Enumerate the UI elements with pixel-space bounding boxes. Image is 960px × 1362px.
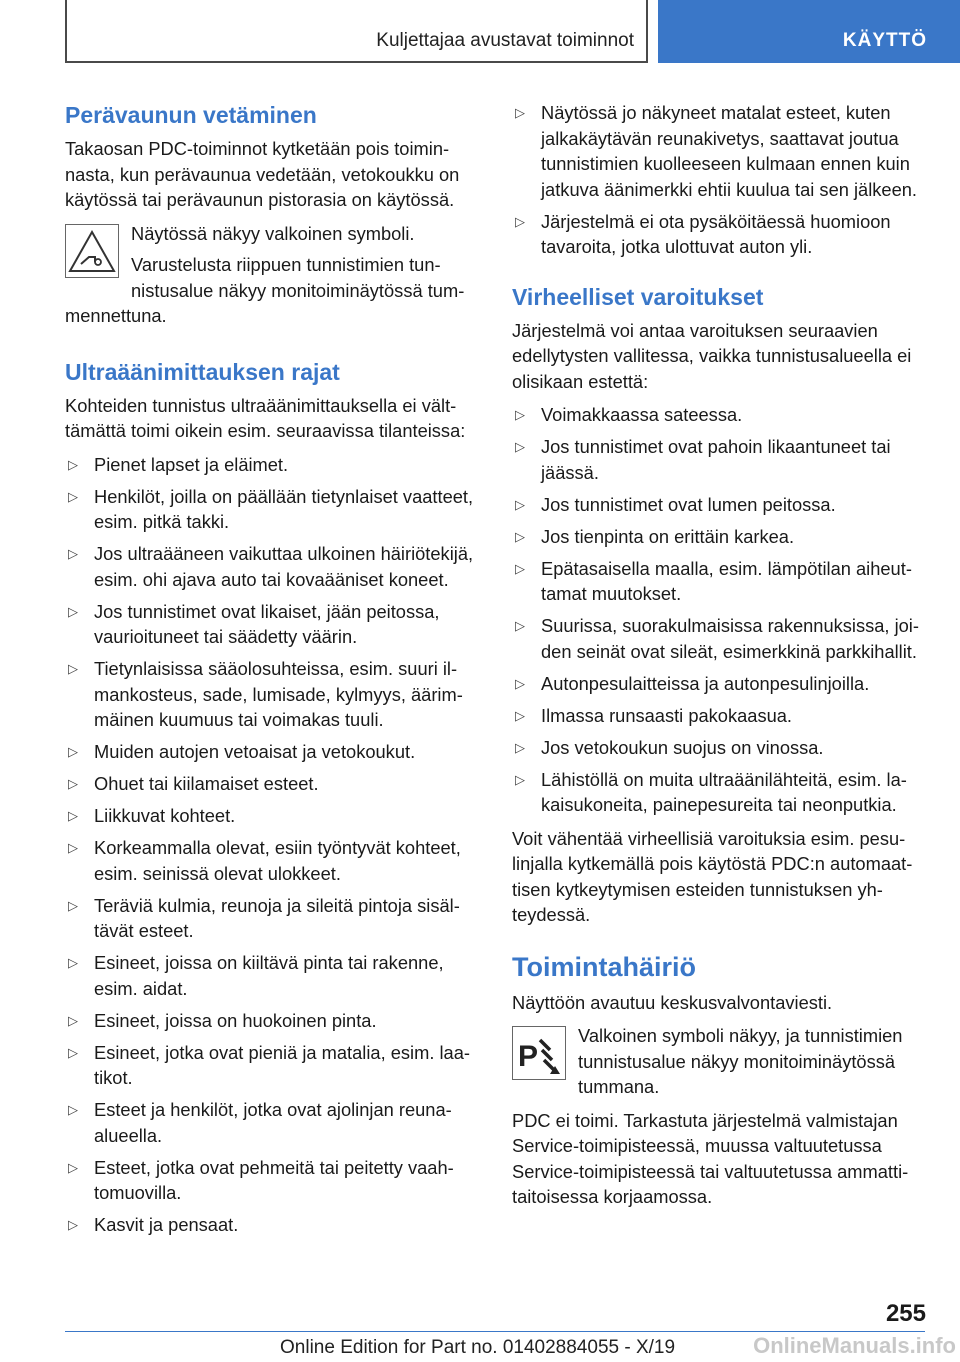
limits-list: [65, 452, 480, 1238]
triangle-bullet-icon: ▷: [515, 771, 525, 787]
triangle-bullet-icon: ▷: [515, 439, 525, 454]
triangle-bullet-icon: ▷: [515, 707, 525, 723]
list-item: ▷ Jos tunnistimet ovat likaiset, jään peitossa, vaurioituneet tai säädetty väärin.: [65, 599, 480, 650]
list-item: ▷ Jos tunnistimet ovat lumen peitossa.: [512, 492, 927, 518]
list-item: ▷ Muiden autojen vetoaisat ja vetokoukut.: [65, 739, 480, 765]
list-item: ▷ Epätasaisella maalla, esim. lämpötilan aiheuttamat muutokset.: [512, 556, 927, 607]
triangle-bullet-icon: ▷: [68, 955, 78, 970]
paragraph: Kohteiden tunnistus ultraäänimittauksella ei välttämättä toimi oikein esim. seuraavissa tilanteissa:: [65, 394, 466, 441]
list-item: ▷ Esteet ja henkilöt, jotka ovat ajolinjan reunaalueella.: [65, 1097, 480, 1148]
list-item: ▷ Autonpesulaitteissa ja autonpesulinjoilla.: [512, 671, 927, 697]
triangle-bullet-icon: ▷: [68, 840, 78, 855]
edition-text: Online Edition for Part no. 01402884055 - X/19: [280, 1337, 676, 1358]
triangle-bullet-icon: ▷: [68, 897, 78, 913]
list-item: ▷ Pienet lapset ja eläimet.: [65, 452, 480, 478]
chapter-title: Kuljettajaa avustavat toiminnot: [376, 30, 634, 51]
triangle-bullet-icon: ▷: [515, 528, 525, 544]
list-item: ▷ Voimakkaassa sateessa.: [512, 402, 927, 428]
list-item: ▷ Henkilöt, joilla on päällään tietynlaiset vaatteet, esim. pitkä takki.: [65, 484, 480, 535]
triangle-bullet-icon: ▷: [68, 1159, 78, 1175]
paragraph: Näyttöön avautuu keskusvalvontaviesti.: [512, 991, 833, 1013]
list-item: ▷ Jos vetokoukun suojus on vinossa.: [512, 735, 927, 761]
list-item: ▷ Suurissa, suorakulmaisissa rakennuksissa, joiden seinät ovat sileät, esimerkkinä parkkihallit.: [512, 613, 927, 664]
triangle-bullet-icon: ▷: [68, 744, 78, 759]
triangle-bullet-icon: ▷: [515, 213, 525, 229]
list-item: ▷ Jos tunnistimet ovat pahoin likaantuneet tai jäässä.: [512, 434, 927, 485]
list-item: ▷ Ohuet tai kiilamaiset esteet.: [65, 771, 480, 797]
triangle-bullet-icon: ▷: [515, 560, 525, 576]
triangle-bullet-icon: ▷: [68, 1102, 78, 1117]
triangle-bullet-icon: ▷: [515, 407, 525, 422]
triangle-bullet-icon: ▷: [68, 1044, 78, 1060]
list-item: ▷ Jos tienpinta on erittäin karkea.: [512, 524, 927, 550]
list-item: ▷ Näytössä jo näkyneet matalat esteet, kuten jalkakäytävän reunakivetys, saattavat joutua tunnistimien kuolleeseen kulmaan ennen kuin jatkuva äänimerkki ehtii kuulua tai sen jälkeen.: [512, 100, 927, 202]
triangle-bullet-icon: ▷: [68, 456, 78, 472]
triangle-bullet-icon: ▷: [68, 776, 78, 791]
trailer-warning-icon: [65, 224, 119, 278]
triangle-bullet-icon: ▷: [68, 603, 78, 619]
section-tab-label: KÄYTTÖ: [842, 30, 927, 51]
list-item: ▷ Jos ultraääneen vaikuttaa ulkoinen häiriötekijä, esim. ohi ajava auto tai kovaääniset koneet.: [65, 541, 480, 592]
paragraph: Voit vähentää virheellisiä varoituksia esim. pesulinjalla kytkemällä pois käytöstä PDC:n automaattisen kytkeytymisen esteiden tunnistuksen yhteydessä.: [512, 827, 913, 925]
list-item: ▷ Esineet, joissa on kiiltävä pinta tai rakenne, esim. aidat.: [65, 950, 480, 1001]
footer-divider: [65, 1331, 925, 1332]
section-title-false-warnings: Virheelliset varoitukset: [512, 283, 764, 310]
paragraph: PDC ei toimi. Tarkastuta järjestelmä valmistajan Service-toimipisteessä, muussa valtuutetussa Service-toimipisteessä tai valtuutetussa ammattitaitoisessa korjaamossa.: [512, 1109, 909, 1207]
triangle-bullet-icon: ▷: [68, 546, 78, 561]
section-tab[interactable]: [658, 0, 960, 63]
list-item: ▷ Lähistöllä on muita ultraäänilähteitä, esim. lakaisukoneita, painepesureita tai neonputkia.: [512, 767, 927, 818]
section-title-limits: Ultraäänimittauksen rajat: [65, 358, 340, 385]
list-item: ▷ Ilmassa runsaasti pakokaasua.: [512, 703, 927, 729]
section-title-malfunction: Toimintahäiriö: [512, 951, 697, 982]
paragraph: Varustelusta riippuen tunnistimien tunnistusalue näkyy monitoiminäytössä tummennettuna.: [65, 254, 465, 326]
false-warnings-list: [512, 402, 927, 818]
list-item: ▷ Tietynlaisissa sääolosuhteissa, esim. suuri ilmankosteus, sade, lumisade, kylmyys, äärimmäinen kuumuus tai voimakas tuuli.: [65, 656, 480, 733]
paragraph: Järjestelmä voi antaa varoituksen seuraavien edellytysten vallitessa, vaikka tunnistusalueella ei olisikaan estettä:: [512, 319, 912, 392]
list-item: ▷ Teräviä kulmia, reunoja ja sileitä pintoja sisältävät esteet.: [65, 893, 480, 944]
triangle-bullet-icon: ▷: [68, 488, 78, 504]
triangle-bullet-icon: ▷: [515, 675, 525, 691]
paragraph: Takaosan PDC-toiminnot kytketään pois toiminnasta, kun perävaunua vedetään, vetokoukku on käytössä tai perävaunun pistorasia on käytössä.: [65, 138, 460, 210]
triangle-bullet-icon: ▷: [515, 496, 525, 512]
pdc-fault-icon: [512, 1026, 566, 1080]
triangle-bullet-icon: ▷: [515, 105, 525, 120]
triangle-bullet-icon: ▷: [68, 1217, 78, 1232]
limits-list-continued: [512, 100, 927, 260]
triangle-bullet-icon: ▷: [68, 661, 78, 676]
paragraph: Näytössä näkyy valkoinen symboli.: [131, 222, 415, 244]
list-item: ▷ Korkeammalla olevat, esiin työntyvät kohteet, esim. seinissä olevat ulokkeet.: [65, 835, 480, 886]
list-item: ▷ Esineet, jotka ovat pieniä ja matalia, esim. laatikot.: [65, 1040, 480, 1091]
list-item: ▷ Liikkuvat kohteet.: [65, 803, 480, 829]
watermark-site[interactable]: OnlineManuals.info: [753, 1333, 956, 1358]
note-with-icon: [65, 221, 480, 329]
list-item: ▷ Järjestelmä ei ota pysäköitäessä huomioon tavaroita, jotka ulottuvat auton yli.: [512, 209, 927, 260]
section-title-trailer: Perävaunun vetäminen: [65, 102, 317, 128]
page-number: 255: [885, 1300, 926, 1327]
note-with-icon: [512, 1023, 927, 1100]
triangle-bullet-icon: ▷: [515, 739, 525, 755]
left-column: [65, 100, 480, 1246]
triangle-bullet-icon: ▷: [68, 1012, 78, 1028]
list-item: ▷ Kasvit ja pensaat.: [65, 1212, 480, 1238]
svg-text:P: P: [518, 1040, 539, 1073]
list-item: ▷ Esteet, jotka ovat pehmeitä tai peitetty vaahtomuovilla.: [65, 1155, 480, 1206]
right-column: [512, 100, 927, 1218]
list-item: ▷ Esineet, joissa on huokoinen pinta.: [65, 1008, 480, 1034]
triangle-bullet-icon: ▷: [515, 618, 525, 633]
header-chapter-box: [65, 0, 648, 63]
triangle-bullet-icon: ▷: [68, 808, 78, 823]
paragraph: Valkoinen symboli näkyy, ja tunnistimien tunnistusalue näkyy monitoiminäytössä tummana.: [578, 1025, 903, 1097]
